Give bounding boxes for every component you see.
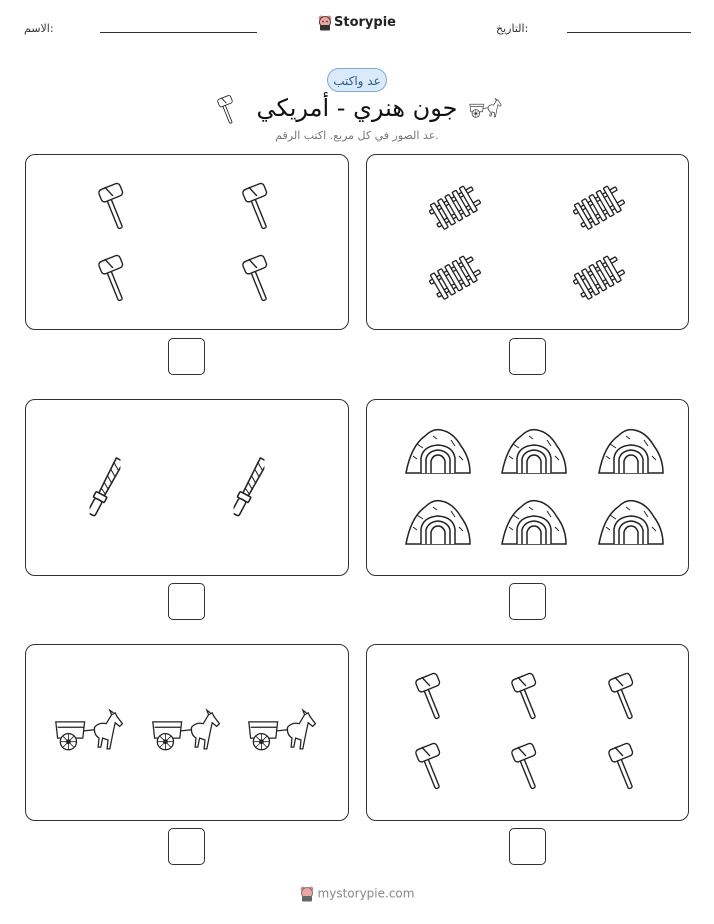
panel-hammers-4	[25, 154, 349, 330]
footer-url[interactable]: mystorypie.com	[317, 886, 415, 901]
tunnel-icon	[499, 497, 569, 547]
railroad-track-icon	[571, 253, 627, 301]
hammer-icon	[238, 181, 278, 233]
hammer-icon	[94, 253, 134, 305]
hammer-icon	[238, 253, 278, 305]
horse-cart-title-icon	[469, 96, 503, 120]
tunnel-icon	[403, 426, 473, 476]
railroad-track-icon	[571, 183, 627, 231]
answer-box[interactable]	[168, 828, 205, 865]
panel-tunnels-6	[366, 399, 689, 576]
tunnel-icon	[596, 426, 666, 476]
name-label: الاسم:	[24, 22, 54, 35]
activity-badge: عد واكتب	[327, 68, 387, 92]
horse-cart-icon	[151, 707, 223, 753]
hammer-icon	[411, 671, 451, 723]
answer-box[interactable]	[509, 583, 546, 620]
hammer-icon	[507, 741, 547, 793]
answer-box[interactable]	[168, 583, 205, 620]
answer-box[interactable]	[509, 338, 546, 375]
bear-logo-icon	[300, 886, 314, 902]
panel-drills-2	[25, 399, 349, 576]
hammer-icon	[604, 741, 644, 793]
tunnel-icon	[403, 497, 473, 547]
hammer-icon	[604, 671, 644, 723]
brand-name: Storypie	[334, 15, 396, 30]
steel-drill-icon	[232, 452, 266, 524]
panel-carts-3	[25, 644, 349, 821]
tunnel-icon	[596, 497, 666, 547]
answer-box[interactable]	[509, 828, 546, 865]
hammer-icon	[94, 181, 134, 233]
instructions: عد الصور في كل مربع. اكتب الرقم.	[275, 129, 439, 142]
horse-cart-icon	[247, 707, 319, 753]
name-line	[100, 32, 257, 33]
page-title: جون هنري - أمريكي	[256, 94, 458, 122]
tunnel-icon	[499, 426, 569, 476]
hammer-icon	[411, 741, 451, 793]
steel-drill-icon	[88, 452, 122, 524]
panel-hammers-6	[366, 644, 689, 821]
answer-box[interactable]	[168, 338, 205, 375]
bear-logo-icon	[318, 15, 332, 31]
date-line	[567, 32, 691, 33]
railroad-track-icon	[427, 253, 483, 301]
date-label: التاريخ:	[496, 22, 529, 35]
hammer-icon	[507, 671, 547, 723]
panel-tracks-4	[366, 154, 689, 330]
brand-logo	[0, 12, 714, 31]
footer	[0, 886, 714, 902]
railroad-track-icon	[427, 183, 483, 231]
horse-cart-icon	[54, 707, 126, 753]
